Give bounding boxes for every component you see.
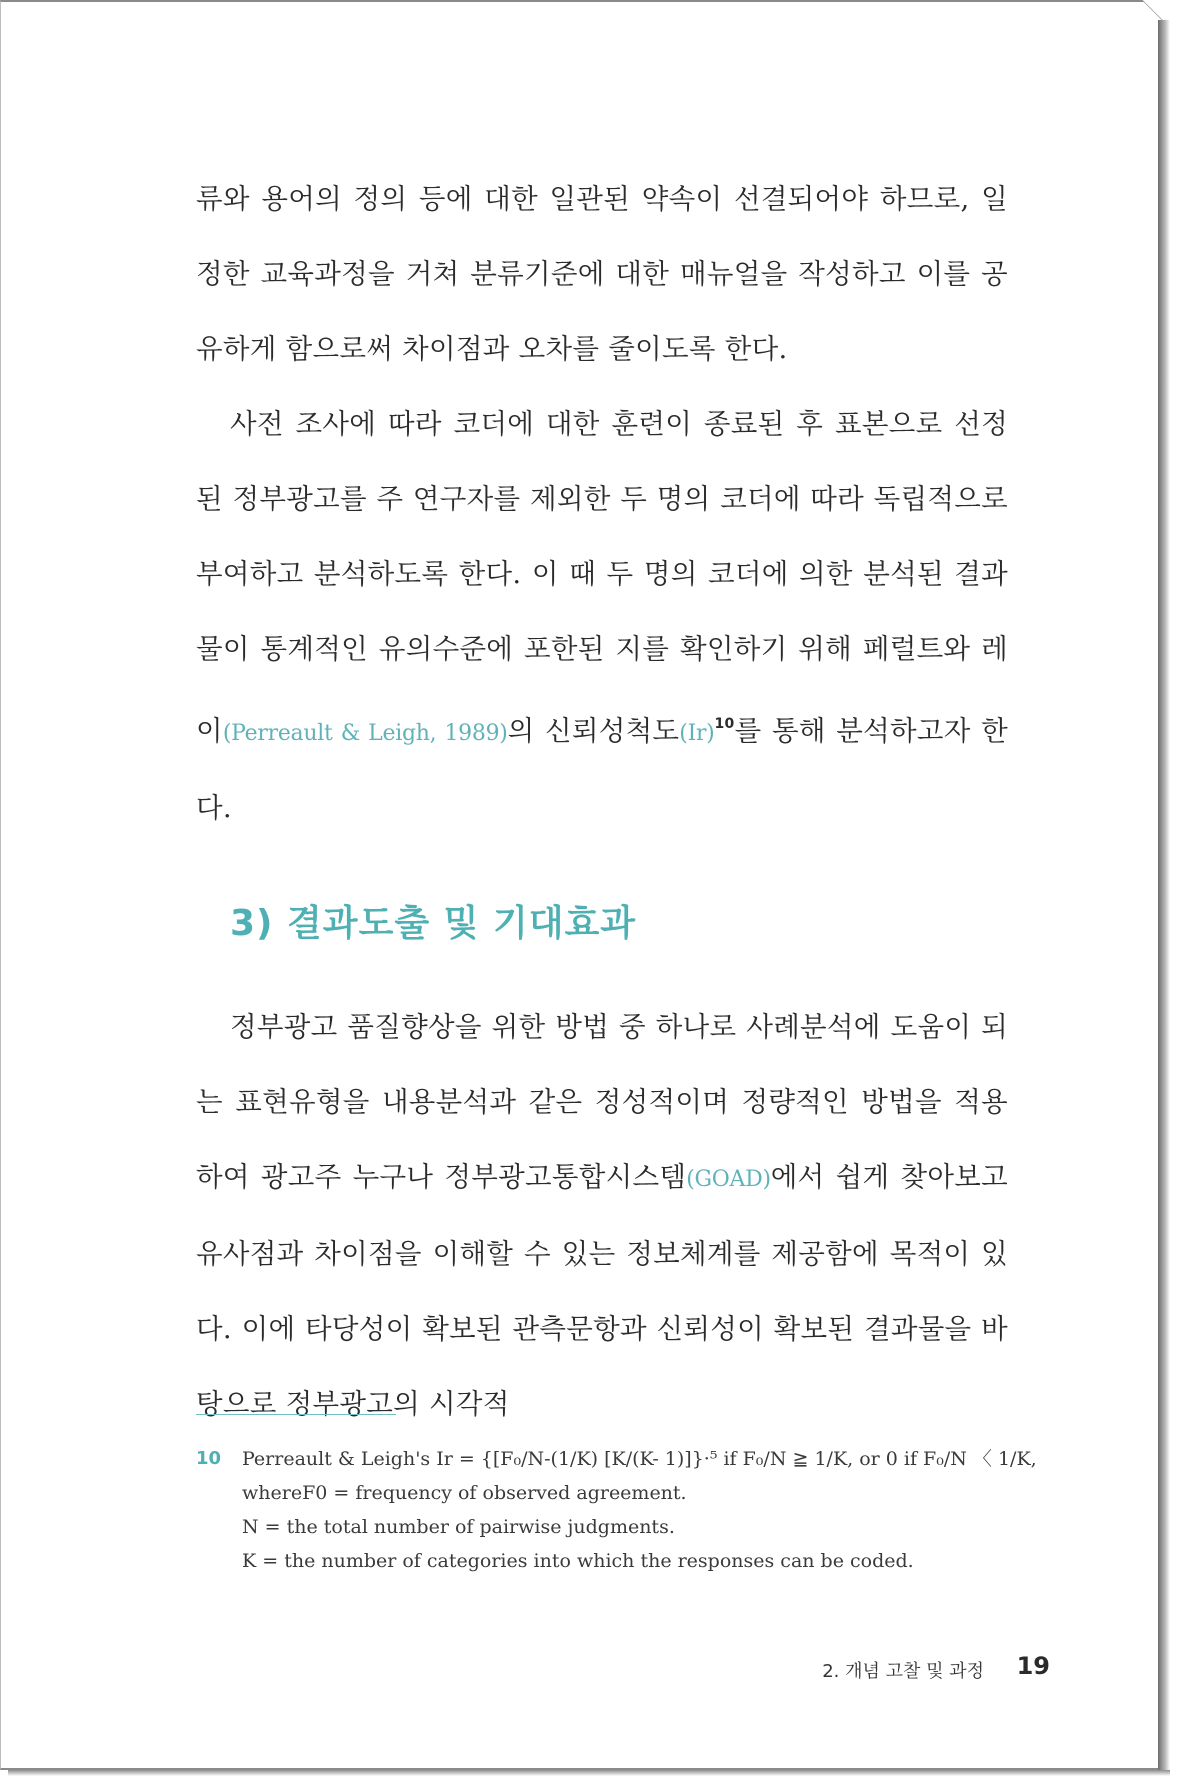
paragraph-2: [196, 387, 1008, 846]
footnote-line-2: whereF0 = frequency of observed agreement.: [242, 1482, 687, 1504]
footnote-divider: [196, 1414, 396, 1415]
footnote-ref[interactable]: 10: [714, 716, 735, 732]
paragraph-3-text-a: 정부광고 품질향상을 위한 방법 중 하나로 사례분석에 도움이 되는 표현유형을 내용분석과 같은 정성적이며 정량적인 방법을 적용하여 광고주 누구나 정부광고통합시스템: [196, 1011, 1008, 1193]
paragraph-3: [196, 990, 1008, 1442]
footnote-line-4: K = the number of categories into which the responses can be coded.: [242, 1550, 914, 1572]
paragraph-1: 류와 용어의 정의 등에 대한 일관된 약속이 선결되어야 하므로, 일정한 교육과정을 거쳐 분류기준에 대한 매뉴얼을 작성하고 이를 공유하게 함으로써 차이점과 오차를 줄이도록 한다.: [196, 183, 1008, 365]
folded-corner: [1136, 0, 1170, 22]
page-shadow-right: [1158, 20, 1170, 1772]
abbr-ir: (Ir): [679, 721, 715, 746]
body-section-2: [196, 990, 1008, 1442]
body-section-1: [196, 162, 1008, 846]
footnote-line-3: N = the total number of pairwise judgments.: [242, 1516, 675, 1538]
page-shadow-bottom: [8, 1770, 1170, 1776]
running-footer: [760, 1652, 1050, 1692]
paragraph-2-end: 를 통해 분석하고자 한다.: [196, 715, 1008, 824]
paragraph-2-mid: 의 신뢰성척도: [507, 715, 680, 747]
citation-perreault-leigh: (Perreault & Leigh, 1989): [222, 721, 508, 746]
footnote: [196, 1442, 1037, 1578]
citation-goad: (GOAD): [686, 1167, 771, 1192]
paragraph-3-text-b: 에서 쉽게 찾아보고 유사점과 차이점을 이해할 수 있는 정보체계를 제공함에 목적이 있다. 이에 타당성이 확보된 관측문항과 신뢰성이 확보된 결과물을 바탕으로 정부광고의 시각적: [196, 1161, 1008, 1420]
section-heading: 3) 결과도출 및 기대효과: [230, 903, 637, 944]
footnote-number: 10: [196, 1448, 222, 1469]
chapter-title: 2. 개념 고찰 및 과정: [822, 1661, 984, 1682]
page-number: 19: [1016, 1652, 1050, 1680]
footnote-line-1: Perreault & Leigh's Ir = {[F₀/N-(1/K) [K/(K- 1)]}·⁵ if F₀/N ≧ 1/K, or 0 if F₀/N 〈 1/K,: [242, 1448, 1037, 1470]
paragraph-2-text: 사전 조사에 따라 코더에 대한 훈련이 종료된 후 표본으로 선정된 정부광고를 주 연구자를 제외한 두 명의 코더에 따라 독립적으로 부여하고 분석하도록 한다. 이 때 두 명의 코더에 의한 분석된 결과물이 통계적인 유의수준에 포한된 지를 확인하기 위해 페럴트와 레이: [196, 408, 1008, 747]
